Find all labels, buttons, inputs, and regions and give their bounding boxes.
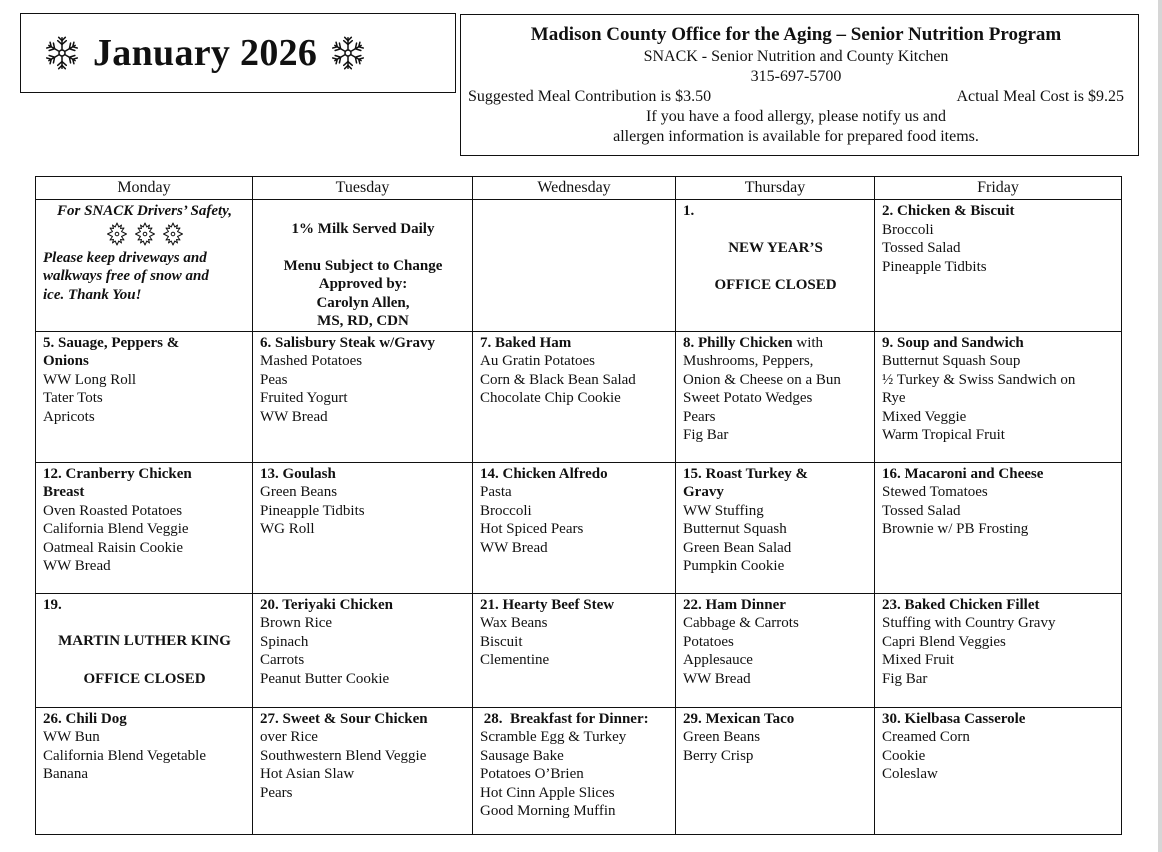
- drivers-note-line: Please keep driveways and: [43, 249, 207, 266]
- day-cell-1: [676, 200, 875, 332]
- day-header-tuesday: Tuesday: [253, 177, 473, 200]
- menu-item: Pears: [260, 784, 293, 801]
- day-number: 19.: [43, 596, 62, 613]
- day-cell-8: [676, 331, 875, 462]
- menu-item: Au Gratin Potatoes: [480, 353, 595, 369]
- menu-item: Wax Beans: [480, 615, 548, 631]
- entree-title: Onions: [43, 353, 89, 369]
- menu-item: Spinach: [260, 633, 309, 650]
- menu-item: Applesauce: [683, 652, 753, 668]
- menu-item: Butternut Squash Soup: [882, 353, 1021, 369]
- menu-item: Capri Blend Veggies: [882, 633, 1006, 650]
- menu-item: Broccoli: [882, 221, 934, 238]
- month-title-box: [20, 13, 456, 93]
- menu-item: WW Bread: [260, 408, 328, 425]
- phone-number: 315-697-5700: [750, 68, 842, 85]
- entree-title: 6. Salisbury Steak w/Gravy: [260, 334, 436, 351]
- menu-item: Potatoes O’Brien: [480, 766, 584, 782]
- menu-item: Pineapple Tidbits: [260, 502, 365, 519]
- menu-item: Warm Tropical Fruit: [882, 427, 1005, 443]
- snowflake-row: [43, 222, 246, 246]
- menu-item: Southwestern Blend Veggie: [260, 747, 427, 764]
- approver-credentials: MS, RD, CDN: [317, 313, 409, 329]
- entree-title: 16. Macaroni and Cheese: [882, 465, 1044, 482]
- menu-item: Green Bean Salad: [683, 539, 792, 556]
- drivers-note-title: For SNACK Drivers’ Safety,: [56, 203, 232, 219]
- menu-item: Brown Rice: [260, 615, 333, 631]
- day-number: 1.: [683, 203, 695, 219]
- menu-item: Banana: [43, 766, 88, 782]
- menu-item: Peas: [260, 371, 288, 388]
- entree-title: 30. Kielbasa Casserole: [882, 710, 1026, 727]
- menu-item: WW Long Roll: [43, 371, 137, 388]
- drivers-note-line: walkways free of snow and: [43, 268, 209, 284]
- menu-item: Fruited Yogurt: [260, 390, 348, 406]
- menu-item: Rye: [882, 390, 906, 406]
- menu-item: WG Roll: [260, 521, 315, 537]
- entree-title-line: [683, 334, 868, 353]
- empty-day-cell: [473, 200, 676, 332]
- approver-name: Carolyn Allen,: [316, 294, 410, 311]
- menu-item: Brownie w/ PB Frosting: [882, 521, 1029, 537]
- entree-title: 20. Teriyaki Chicken: [260, 596, 393, 613]
- menu-item: WW Stuffing: [683, 502, 764, 519]
- day-cell-19: [36, 593, 253, 707]
- menu-item: Pineapple Tidbits: [882, 258, 987, 275]
- entree-title: 15. Roast Turkey &: [683, 465, 809, 482]
- weekday-header-row: [36, 177, 1122, 200]
- menu-item: Good Morning Muffin: [480, 803, 616, 819]
- entree-title-suffix: with: [792, 334, 824, 351]
- week-row: [36, 593, 1122, 707]
- entree-title: 7. Baked Ham: [480, 334, 572, 351]
- menu-item: Fig Bar: [882, 670, 928, 687]
- entree-title: 9. Soup and Sandwich: [882, 334, 1024, 351]
- entree-title: 2. Chicken & Biscuit: [882, 203, 1015, 219]
- day-cell-14: [473, 462, 676, 593]
- day-cell-23: [875, 593, 1122, 707]
- entree-title: 13. Goulash: [260, 465, 336, 482]
- menu-item: Sweet Potato Wedges: [683, 390, 813, 406]
- day-cell-30: [875, 707, 1122, 834]
- menu-item: Chocolate Chip Cookie: [480, 390, 621, 406]
- allergy-notice-line2: allergen information is available for prepared food items.: [613, 128, 979, 145]
- snowflake-icon: [105, 222, 129, 246]
- menu-item: Berry Crisp: [683, 747, 754, 764]
- menu-item: Mashed Potatoes: [260, 353, 363, 369]
- menu-item: WW Bread: [683, 670, 751, 687]
- week-row: [36, 200, 1122, 332]
- day-cell-29: [676, 707, 875, 834]
- entree-title: 27. Sweet & Sour Chicken: [260, 710, 428, 727]
- menu-item: Pears: [683, 408, 716, 425]
- menu-item: Cabbage & Carrots: [683, 615, 799, 631]
- day-cell-15: [676, 462, 875, 593]
- menu-item: Tater Tots: [43, 390, 103, 406]
- day-cell-26: [36, 707, 253, 834]
- month-title: January 2026: [93, 32, 318, 74]
- menu-item: Butternut Squash: [683, 521, 787, 537]
- menu-item: Scramble Egg & Turkey: [480, 729, 627, 745]
- week-row: [36, 331, 1122, 462]
- menu-item: California Blend Veggie: [43, 521, 189, 537]
- entree-title: 22. Ham Dinner: [683, 596, 786, 613]
- entree-title: 5. Sauage, Peppers &: [43, 334, 180, 351]
- menu-notes-cell: [253, 200, 473, 332]
- menu-item: Hot Spiced Pears: [480, 521, 584, 537]
- day-header-friday: Friday: [875, 177, 1122, 200]
- menu-item: Stuffing with Country Gravy: [882, 615, 1056, 631]
- week-row: [36, 707, 1122, 834]
- menu-item: Green Beans: [260, 484, 338, 500]
- snowflake-icon: [329, 34, 367, 72]
- entree-title: 29. Mexican Taco: [683, 710, 795, 727]
- subject-to-change-note: Menu Subject to Change: [283, 257, 443, 274]
- milk-note: 1% Milk Served Daily: [291, 221, 435, 237]
- menu-item: WW Bun: [43, 729, 100, 745]
- entree-title: 12. Cranberry Chicken: [43, 465, 192, 482]
- day-cell-7: [473, 331, 676, 462]
- snowflake-icon: [133, 222, 157, 246]
- day-cell-16: [875, 462, 1122, 593]
- entree-title: Breast: [43, 484, 85, 500]
- menu-item: Broccoli: [480, 502, 532, 519]
- entree-title: 26. Chili Dog: [43, 710, 127, 727]
- menu-item: Mixed Fruit: [882, 652, 955, 668]
- menu-item: Oven Roasted Potatoes: [43, 502, 183, 519]
- menu-calendar: [35, 176, 1122, 835]
- menu-item: Cookie: [882, 747, 926, 764]
- day-cell-27: [253, 707, 473, 834]
- menu-item: Hot Cinn Apple Slices: [480, 784, 615, 801]
- actual-meal-cost: Actual Meal Cost is $9.25: [956, 88, 1124, 105]
- page-edge: [1158, 0, 1162, 852]
- allergy-notice-line1: If you have a food allergy, please notify us and: [646, 108, 946, 125]
- menu-item: Biscuit: [480, 633, 523, 650]
- drivers-note-line: ice. Thank You!: [43, 286, 142, 303]
- menu-item: WW Bread: [480, 539, 548, 556]
- menu-item: Stewed Tomatoes: [882, 484, 988, 500]
- cost-row: [468, 87, 1124, 107]
- day-cell-21: [473, 593, 676, 707]
- menu-item: Mushrooms, Peppers,: [683, 353, 814, 369]
- entree-title: 21. Hearty Beef Stew: [480, 596, 615, 613]
- snowflake-icon: [161, 222, 185, 246]
- suggested-contribution: Suggested Meal Contribution is $3.50: [468, 88, 712, 105]
- holiday-name: MARTIN LUTHER KING: [58, 633, 231, 649]
- program-info-box: [460, 14, 1139, 156]
- menu-item: Mixed Veggie: [882, 408, 967, 425]
- day-cell-20: [253, 593, 473, 707]
- menu-item: over Rice: [260, 729, 318, 745]
- drivers-safety-note: [36, 200, 253, 332]
- day-header-thursday: Thursday: [676, 177, 875, 200]
- week-row: [36, 462, 1122, 593]
- menu-item: California Blend Vegetable: [43, 747, 207, 764]
- day-cell-22: [676, 593, 875, 707]
- menu-item: Peanut Butter Cookie: [260, 670, 390, 687]
- day-header-wednesday: Wednesday: [473, 177, 676, 200]
- approved-by-label: Approved by:: [318, 276, 408, 292]
- menu-item: Corn & Black Bean Salad: [480, 371, 636, 388]
- menu-item: WW Bread: [43, 558, 111, 574]
- menu-item: Coleslaw: [882, 766, 938, 782]
- menu-item: Tossed Salad: [882, 240, 961, 256]
- day-cell-5: [36, 331, 253, 462]
- menu-item: Green Beans: [683, 729, 761, 745]
- menu-item: Hot Asian Slaw: [260, 766, 355, 782]
- day-cell-12: [36, 462, 253, 593]
- menu-item: Pasta: [480, 484, 512, 500]
- menu-item: Oatmeal Raisin Cookie: [43, 539, 183, 556]
- entree-title: 23. Baked Chicken Fillet: [882, 596, 1040, 613]
- org-title: Madison County Office for the Aging – Senior Nutrition Program: [530, 24, 1062, 45]
- office-closed-label: OFFICE CLOSED: [714, 277, 837, 293]
- menu-item: Potatoes: [683, 633, 734, 650]
- menu-item: Onion & Cheese on a Bun: [683, 371, 841, 388]
- office-closed-label: OFFICE CLOSED: [83, 670, 206, 687]
- entree-title: Gravy: [683, 484, 724, 500]
- day-cell-2: [875, 200, 1122, 332]
- snowflake-icon: [43, 34, 81, 72]
- entree-title: 28. Breakfast for Dinner:: [480, 710, 649, 727]
- day-cell-13: [253, 462, 473, 593]
- day-cell-6: [253, 331, 473, 462]
- menu-item: Creamed Corn: [882, 729, 970, 745]
- menu-item: Carrots: [260, 652, 305, 668]
- entree-title: 8. Philly Chicken: [683, 334, 793, 351]
- day-header-monday: Monday: [36, 177, 253, 200]
- menu-item: Pumpkin Cookie: [683, 558, 785, 574]
- entree-title: 14. Chicken Alfredo: [480, 465, 608, 482]
- program-name: SNACK - Senior Nutrition and County Kitchen: [643, 48, 949, 65]
- menu-item: ½ Turkey & Swiss Sandwich on: [882, 371, 1076, 388]
- day-cell-9: [875, 331, 1122, 462]
- menu-item: Sausage Bake: [480, 747, 564, 764]
- holiday-name: NEW YEAR’S: [728, 239, 823, 256]
- menu-item: Apricots: [43, 408, 95, 425]
- menu-item: Tossed Salad: [882, 502, 961, 519]
- day-cell-28: [473, 707, 676, 834]
- menu-item: Fig Bar: [683, 427, 729, 443]
- menu-item: Clementine: [480, 652, 550, 668]
